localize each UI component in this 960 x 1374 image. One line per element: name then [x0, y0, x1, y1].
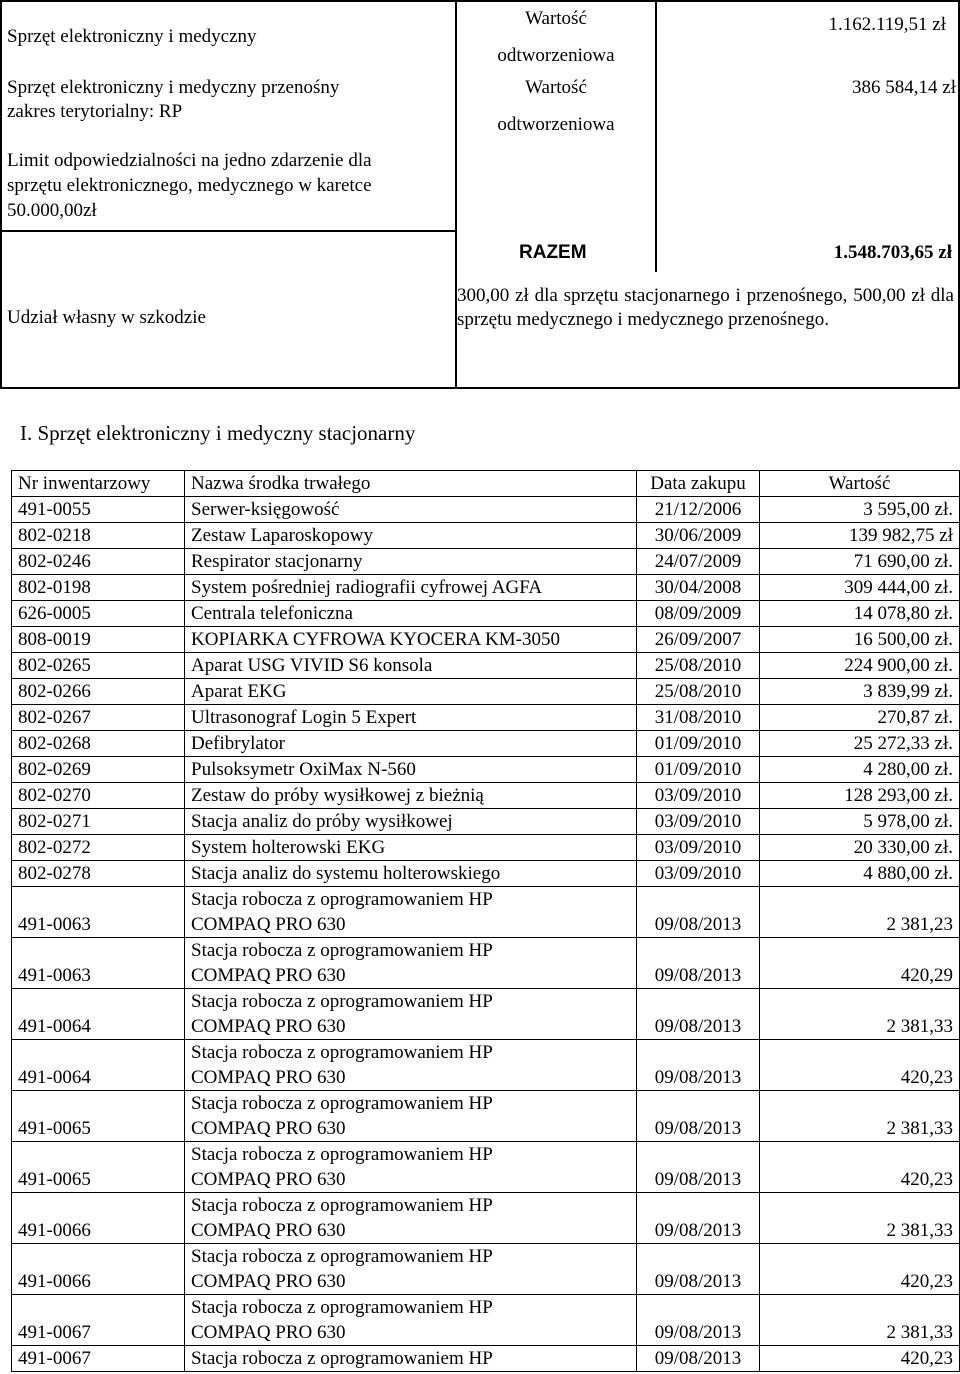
asset-name-line1: Stacja robocza z oprogramowaniem HP	[191, 991, 493, 1012]
asset-name-line1: Stacja robocza z oprogramowaniem HP	[191, 1144, 493, 1165]
inventory-number-cell: 802-0270	[12, 783, 185, 809]
summary-block	[0, 0, 960, 389]
purchase-date-cell: 03/09/2010	[637, 835, 760, 861]
value-cell: 71 690,00 zł.	[760, 549, 960, 575]
inventory-number-cell: 491-0063	[12, 887, 185, 938]
purchase-date-cell: 09/08/2013	[637, 1091, 760, 1142]
column-header-inventory-number: Nr inwentarzowy	[12, 471, 185, 497]
purchase-date-cell: 09/08/2013	[637, 1142, 760, 1193]
asset-name-cell: Aparat USG VIVID S6 konsola	[185, 653, 637, 679]
table-row	[12, 731, 960, 757]
purchase-date-cell: 03/09/2010	[637, 861, 760, 887]
asset-name-cell: KOPIARKA CYFROWA KYOCERA KM-3050	[185, 627, 637, 653]
inventory-number-cell: 491-0067	[12, 1295, 185, 1346]
asset-name-cell: Stacja analiz do systemu holterowskiego	[185, 861, 637, 887]
asset-name-line1: Stacja robocza z oprogramowaniem HP	[191, 940, 493, 961]
asset-name-cell: Zestaw Laparoskopowy	[185, 523, 637, 549]
asset-name-cell: Centrala telefoniczna	[185, 601, 637, 627]
table-row	[12, 1295, 960, 1346]
value-type-label-1b: odtworzeniowa	[497, 45, 615, 66]
asset-name-line2: COMPAQ PRO 630	[191, 1169, 346, 1190]
limit-text-line2: sprzętu elektronicznego, medycznego w karetce	[7, 175, 372, 196]
asset-name-cell: Defibrylator	[185, 731, 637, 757]
value-cell: 420,23	[760, 1040, 960, 1091]
purchase-date-cell: 09/08/2013	[637, 887, 760, 938]
purchase-date-cell: 01/09/2010	[637, 731, 760, 757]
inventory-number-cell: 491-0063	[12, 938, 185, 989]
summary-divider-left	[0, 230, 455, 232]
table-row	[12, 627, 960, 653]
asset-name-line2: COMPAQ PRO 630	[191, 1067, 346, 1088]
asset-name-line1: Stacja robocza z oprogramowaniem HP	[191, 1042, 493, 1063]
value-type-label-1a: Wartość	[525, 8, 587, 29]
value-cell: 420,23	[760, 1142, 960, 1193]
asset-name-cell: Ultrasonograf Login 5 Expert	[185, 705, 637, 731]
asset-name-cell: Pulsoksymetr OxiMax N-560	[185, 757, 637, 783]
asset-name-cell	[185, 1193, 637, 1244]
value-type-label-2a: Wartość	[525, 77, 587, 98]
asset-name-cell	[185, 1244, 637, 1295]
table-row	[12, 679, 960, 705]
section-heading: I. Sprzęt elektroniczny i medyczny stacjonarny	[20, 421, 416, 445]
table-row	[12, 757, 960, 783]
asset-name-cell: System pośredniej radiografii cyfrowej AGFA	[185, 575, 637, 601]
inventory-number-cell: 491-0066	[12, 1244, 185, 1295]
purchase-date-cell: 03/09/2010	[637, 809, 760, 835]
inventory-number-cell: 802-0272	[12, 835, 185, 861]
amount-stationary: 1.162.119,51 zł	[828, 14, 946, 35]
purchase-date-cell: 08/09/2009	[637, 601, 760, 627]
purchase-date-cell: 09/08/2013	[637, 1040, 760, 1091]
asset-name-cell	[185, 1142, 637, 1193]
table-row	[12, 835, 960, 861]
category-stationary-label: Sprzęt elektroniczny i medyczny	[7, 26, 257, 47]
table-row	[12, 523, 960, 549]
table-row	[12, 1142, 960, 1193]
value-cell: 4 880,00 zł.	[760, 861, 960, 887]
asset-name-cell: Zestaw do próby wysiłkowej z bieżnią	[185, 783, 637, 809]
table-header-row	[12, 471, 960, 497]
asset-name-cell	[185, 989, 637, 1040]
purchase-date-cell: 09/08/2013	[637, 1346, 760, 1372]
asset-name-line1: Stacja robocza z oprogramowaniem HP	[191, 1297, 493, 1318]
purchase-date-cell: 25/08/2010	[637, 679, 760, 705]
inventory-number-cell: 802-0278	[12, 861, 185, 887]
inventory-number-cell: 802-0271	[12, 809, 185, 835]
purchase-date-cell: 09/08/2013	[637, 1193, 760, 1244]
purchase-date-cell: 09/08/2013	[637, 938, 760, 989]
inventory-number-cell: 802-0198	[12, 575, 185, 601]
table-row	[12, 549, 960, 575]
value-cell: 2 381,33	[760, 1091, 960, 1142]
value-cell: 14 078,80 zł.	[760, 601, 960, 627]
value-cell: 4 280,00 zł.	[760, 757, 960, 783]
asset-name-line2: COMPAQ PRO 630	[191, 965, 346, 986]
total-label: RAZEM	[519, 242, 587, 263]
category-portable-label: Sprzęt elektroniczny i medyczny przenośny	[7, 77, 340, 98]
limit-text-line3: 50.000,00zł	[7, 200, 97, 221]
summary-left-border	[0, 0, 2, 389]
asset-name-line1: Stacja robocza z oprogramowaniem HP	[191, 1195, 493, 1216]
asset-name-cell: System holterowski EKG	[185, 835, 637, 861]
purchase-date-cell: 25/08/2010	[637, 653, 760, 679]
table-row	[12, 887, 960, 938]
asset-name-cell: Aparat EKG	[185, 679, 637, 705]
asset-name-cell	[185, 1040, 637, 1091]
inventory-number-cell: 802-0266	[12, 679, 185, 705]
table-row	[12, 1346, 960, 1372]
purchase-date-cell: 21/12/2006	[637, 497, 760, 523]
purchase-date-cell: 31/08/2010	[637, 705, 760, 731]
asset-name-cell: Respirator stacjonarny	[185, 549, 637, 575]
amount-portable: 386 584,14 zł	[852, 77, 956, 98]
value-cell: 2 381,33	[760, 1193, 960, 1244]
asset-name-cell: Stacja robocza z oprogramowaniem HP	[185, 1346, 637, 1372]
asset-name-cell	[185, 1091, 637, 1142]
table-row	[12, 783, 960, 809]
inventory-number-cell: 626-0005	[12, 601, 185, 627]
table-row	[12, 1040, 960, 1091]
purchase-date-cell: 01/09/2010	[637, 757, 760, 783]
table-row	[12, 497, 960, 523]
asset-name-line2: COMPAQ PRO 630	[191, 1220, 346, 1241]
column-header-value: Wartość	[760, 471, 960, 497]
value-type-label-2b: odtworzeniowa	[497, 114, 615, 135]
inventory-number-cell: 802-0268	[12, 731, 185, 757]
value-cell: 420,23	[760, 1346, 960, 1372]
table-row	[12, 705, 960, 731]
value-cell: 2 381,23	[760, 887, 960, 938]
table-row	[12, 575, 960, 601]
asset-name-cell: Stacja analiz do próby wysiłkowej	[185, 809, 637, 835]
asset-name-line2: COMPAQ PRO 630	[191, 1016, 346, 1037]
inventory-number-cell: 808-0019	[12, 627, 185, 653]
asset-name-line2: COMPAQ PRO 630	[191, 1271, 346, 1292]
table-row	[12, 861, 960, 887]
asset-name-cell	[185, 1295, 637, 1346]
inventory-number-cell: 491-0065	[12, 1091, 185, 1142]
asset-name-line2: COMPAQ PRO 630	[191, 1118, 346, 1139]
summary-top-border	[0, 0, 960, 2]
purchase-date-cell: 30/04/2008	[637, 575, 760, 601]
value-cell: 309 444,00 zł.	[760, 575, 960, 601]
column-header-asset-name: Nazwa środka trwałego	[185, 471, 637, 497]
table-row	[12, 938, 960, 989]
limit-text-line1: Limit odpowiedzialności na jedno zdarzenie dla	[7, 150, 372, 171]
table-row	[12, 1193, 960, 1244]
summary-bottom-border	[0, 387, 960, 389]
inventory-number-cell: 802-0265	[12, 653, 185, 679]
value-cell: 16 500,00 zł.	[760, 627, 960, 653]
inventory-number-cell: 491-0064	[12, 1040, 185, 1091]
deductible-text: 300,00 zł dla sprzętu stacjonarnego i przenośnego, 500,00 zł dla sprzętu medycznego i medycznego przenośnego.	[457, 285, 954, 330]
value-cell: 5 978,00 zł.	[760, 809, 960, 835]
purchase-date-cell: 24/07/2009	[637, 549, 760, 575]
value-cell: 3 839,99 zł.	[760, 679, 960, 705]
value-cell: 420,23	[760, 1244, 960, 1295]
inventory-number-cell: 491-0064	[12, 989, 185, 1040]
value-cell: 2 381,33	[760, 989, 960, 1040]
inventory-table	[11, 470, 960, 1372]
value-cell: 224 900,00 zł.	[760, 653, 960, 679]
deductible-label: Udział własny w szkodzie	[7, 307, 206, 328]
inventory-number-cell: 802-0267	[12, 705, 185, 731]
value-cell: 139 982,75 zł	[760, 523, 960, 549]
purchase-date-cell: 09/08/2013	[637, 989, 760, 1040]
purchase-date-cell: 09/08/2013	[637, 1244, 760, 1295]
asset-name-line2: COMPAQ PRO 630	[191, 914, 346, 935]
asset-name-cell	[185, 938, 637, 989]
asset-name-line2: COMPAQ PRO 630	[191, 1322, 346, 1343]
inventory-number-cell: 491-0067	[12, 1346, 185, 1372]
inventory-number-cell: 491-0066	[12, 1193, 185, 1244]
value-cell: 128 293,00 zł.	[760, 783, 960, 809]
purchase-date-cell: 30/06/2009	[637, 523, 760, 549]
value-cell: 25 272,33 zł.	[760, 731, 960, 757]
purchase-date-cell: 09/08/2013	[637, 1295, 760, 1346]
table-row	[12, 809, 960, 835]
inventory-number-cell: 491-0055	[12, 497, 185, 523]
table-row	[12, 989, 960, 1040]
purchase-date-cell: 03/09/2010	[637, 783, 760, 809]
asset-name-line1: Stacja robocza z oprogramowaniem HP	[191, 1246, 493, 1267]
value-cell: 420,29	[760, 938, 960, 989]
purchase-date-cell: 26/09/2007	[637, 627, 760, 653]
table-row	[12, 1244, 960, 1295]
asset-name-cell: Serwer-księgowość	[185, 497, 637, 523]
table-row	[12, 601, 960, 627]
column-header-purchase-date: Data zakupu	[637, 471, 760, 497]
asset-name-line1: Stacja robocza z oprogramowaniem HP	[191, 1093, 493, 1114]
table-row	[12, 653, 960, 679]
table-row	[12, 1091, 960, 1142]
value-cell: 2 381,33	[760, 1295, 960, 1346]
value-cell: 270,87 zł.	[760, 705, 960, 731]
inventory-number-cell: 491-0065	[12, 1142, 185, 1193]
inventory-number-cell: 802-0269	[12, 757, 185, 783]
total-value: 1.548.703,65 zł	[833, 242, 952, 263]
territorial-scope-label: zakres terytorialny: RP	[7, 101, 183, 122]
inventory-number-cell: 802-0246	[12, 549, 185, 575]
inventory-number-cell: 802-0218	[12, 523, 185, 549]
asset-name-line1: Stacja robocza z oprogramowaniem HP	[191, 889, 493, 910]
asset-name-cell	[185, 887, 637, 938]
value-cell: 3 595,00 zł.	[760, 497, 960, 523]
value-cell: 20 330,00 zł.	[760, 835, 960, 861]
